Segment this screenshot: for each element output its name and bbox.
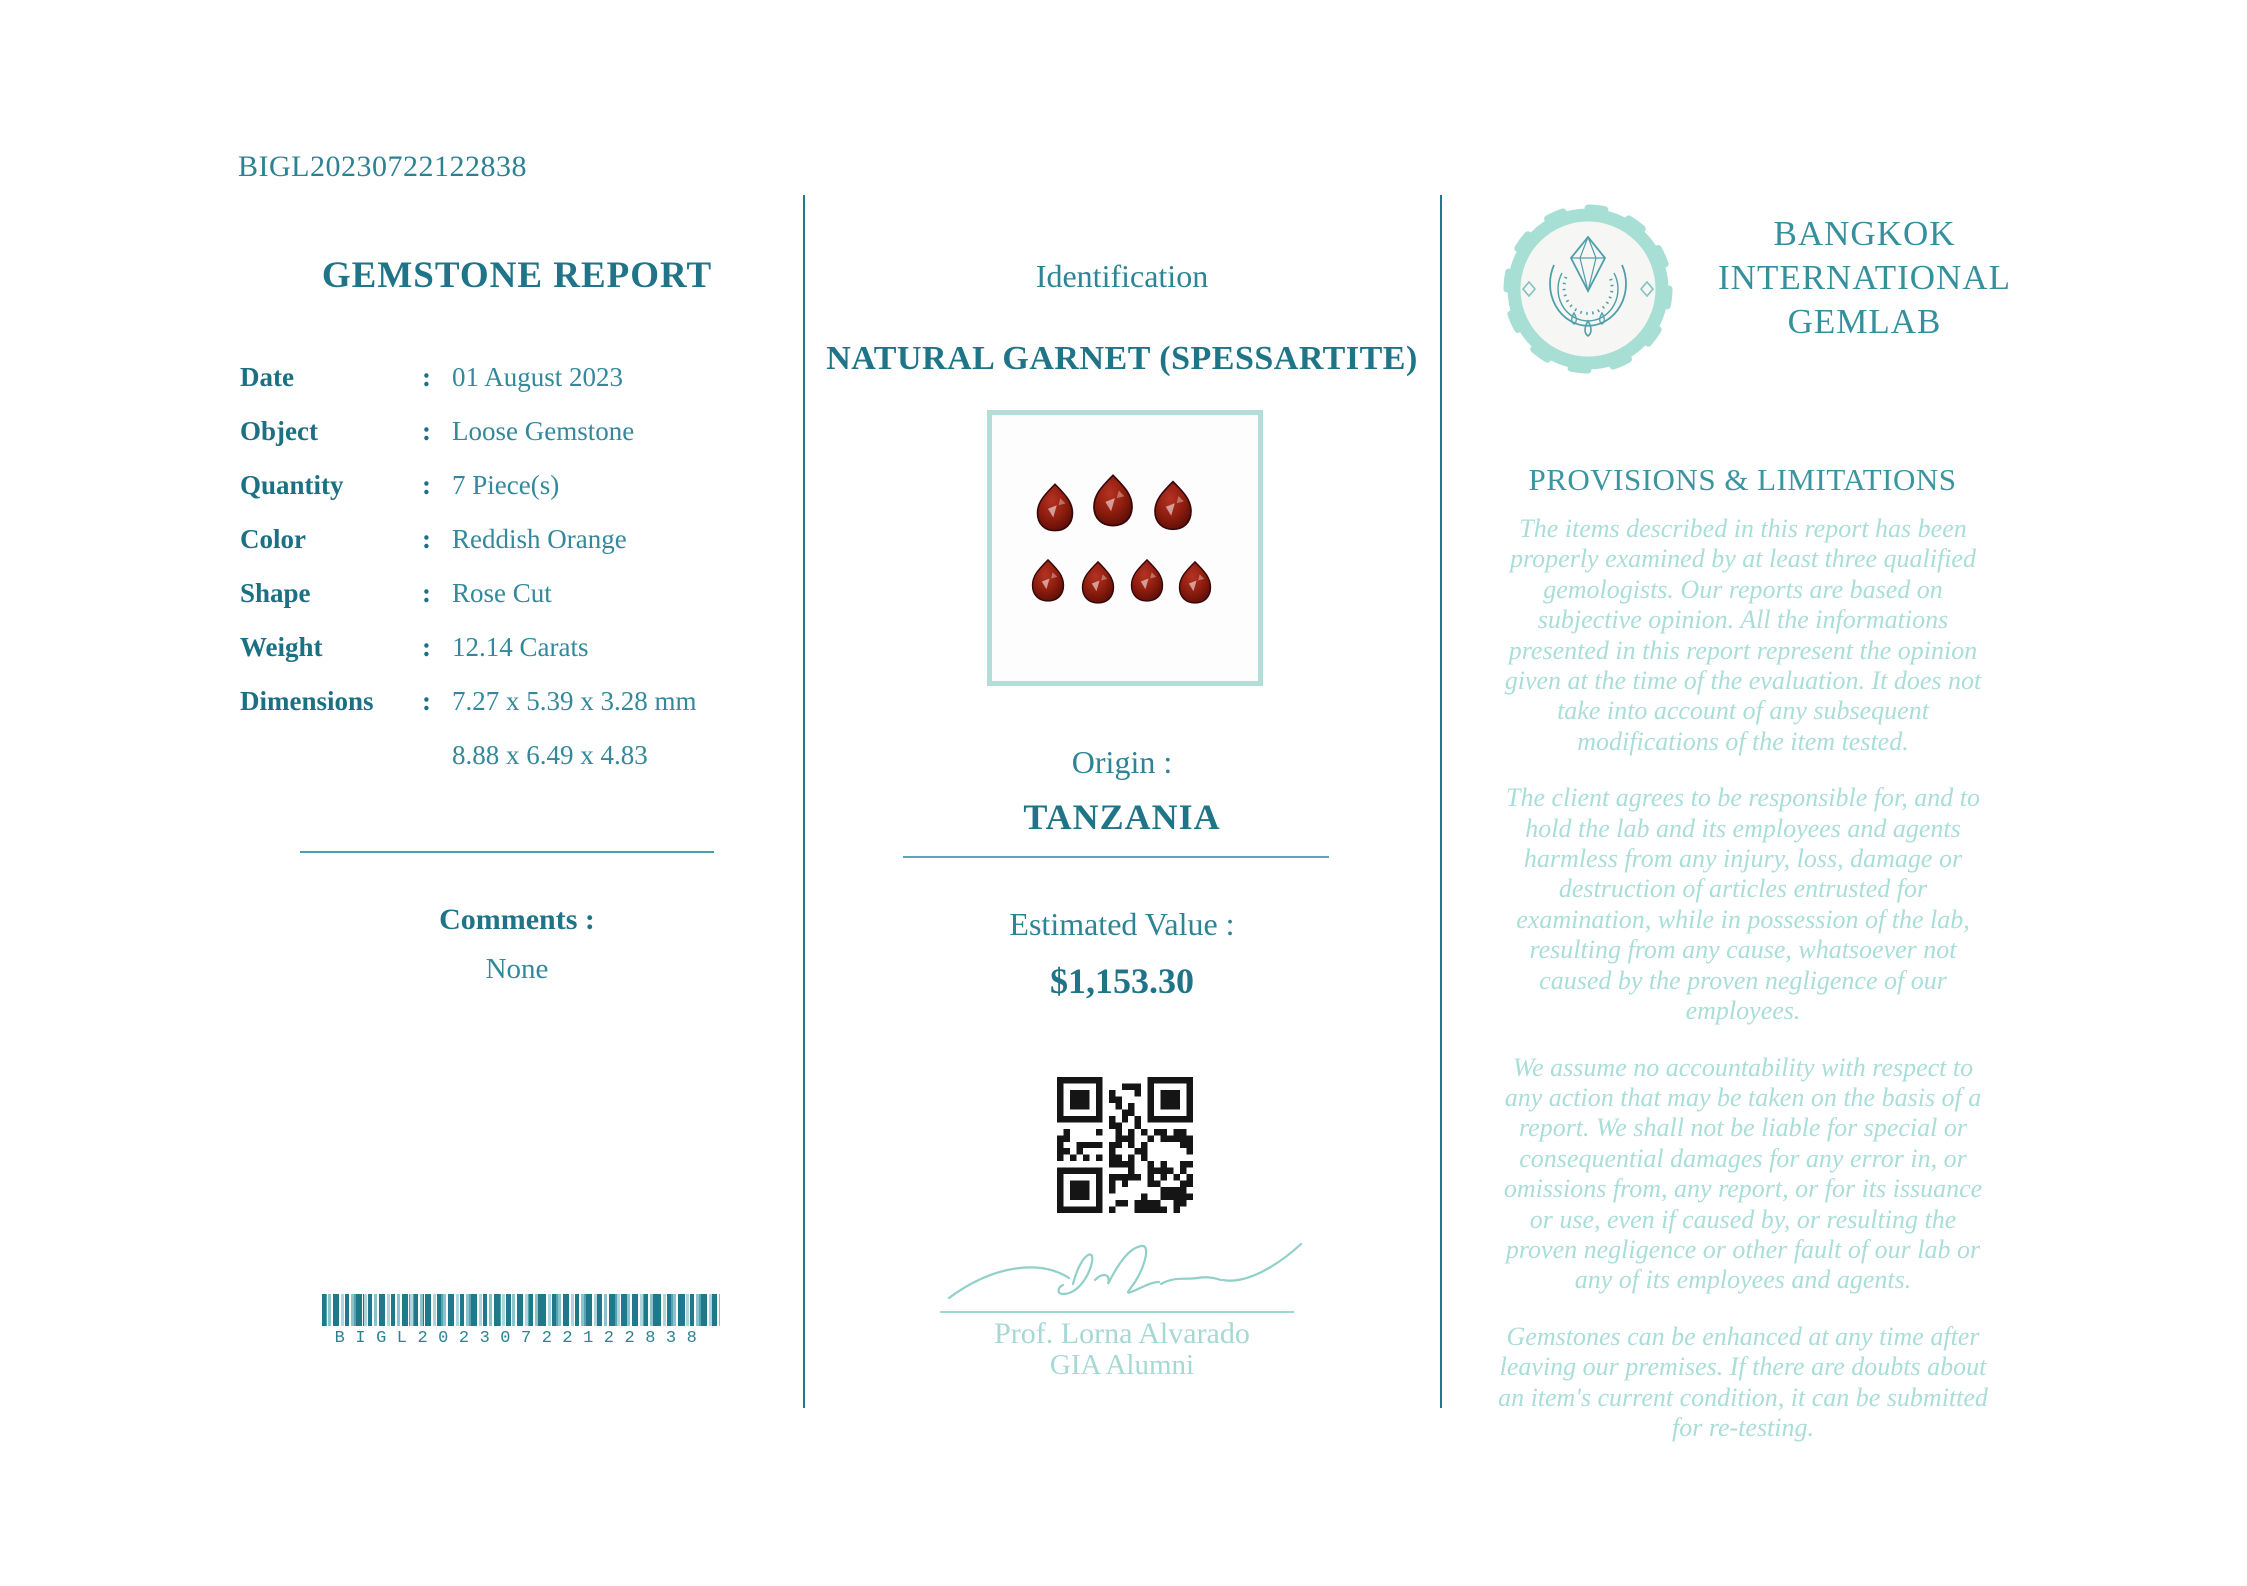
middle-section-separator <box>903 856 1329 858</box>
lab-name-line: GEMLAB <box>1787 302 1942 341</box>
provisions-paragraph: The items described in this report has been properly examined by at least three qualified gemologists. Our reports are based on subjective opinion. All the informations presented in this report represent the opinion given at the time of the evaluation. It does not take into account of any subsequent modifications of the item tested. <box>1504 514 1982 756</box>
signature-line <box>940 1311 1294 1313</box>
origin-label: Origin : <box>1071 744 1173 780</box>
field-label: Shape <box>240 578 311 608</box>
table-row: Weight : 12.14 Carats <box>240 632 589 662</box>
barcode-text: BIGL20230722122838 <box>334 1329 708 1348</box>
field-value-line2: 8.88 x 6.49 x 4.83 <box>452 740 648 770</box>
field-value: Loose Gemstone <box>452 416 635 446</box>
column-divider-left <box>803 195 805 1408</box>
left-section-separator <box>300 851 714 853</box>
barcode <box>322 1294 720 1348</box>
lab-name <box>1672 212 2057 344</box>
table-row: Dimensions : 7.27 x 5.39 x 3.28 mm <box>240 686 697 716</box>
table-row: Date : 01 August 2023 <box>240 362 624 392</box>
origin-value: TANZANIA <box>1023 797 1221 837</box>
signer-title: GIA Alumni <box>1049 1349 1195 1381</box>
lab-name-line: INTERNATIONAL <box>1718 258 2011 297</box>
report-details <box>240 362 800 794</box>
qr-code <box>1057 1077 1193 1213</box>
field-value: Reddish Orange <box>452 524 627 554</box>
gemstone-photo <box>987 410 1263 686</box>
comments-label: Comments : <box>439 903 595 936</box>
barcode-bars <box>322 1294 720 1326</box>
identification-heading: Identification <box>1035 258 1209 294</box>
table-row: Object : Loose Gemstone <box>240 416 635 446</box>
field-value: 12.14 Carats <box>452 632 589 662</box>
field-label: Weight <box>240 632 323 662</box>
gemlab-logo-icon <box>1502 203 1674 380</box>
provisions-paragraph: The client agrees to be responsible for, and to hold the lab and its employees and agents harmless from any injury, loss, damage or destruction of articles entrusted for examination, while in possession of the lab, resulting from any cause, whatsoever not caused by the proven negligence of our employees. <box>1506 783 1980 1026</box>
table-row: Color : Reddish Orange <box>240 524 627 554</box>
report-title: GEMSTONE REPORT <box>321 255 713 296</box>
gemstones-image <box>992 415 1258 681</box>
field-value: 7 Piece(s) <box>452 470 560 500</box>
lab-name-line: BANGKOK <box>1773 214 1956 253</box>
report-number: BIGL20230722122838 <box>238 150 527 183</box>
table-row: Quantity : 7 Piece(s) <box>240 470 560 500</box>
field-label: Dimensions <box>240 686 374 716</box>
provisions-paragraph: Gemstones can be enhanced at any time after leaving our premises. If there are doubts about an item's current condition, it can be submitted for re-testing. <box>1498 1321 1988 1442</box>
provisions-text <box>1493 514 1993 1469</box>
field-label: Quantity <box>240 470 344 500</box>
column-divider-right <box>1440 195 1442 1408</box>
field-value: 01 August 2023 <box>452 362 624 392</box>
field-value: Rose Cut <box>452 578 552 608</box>
signer-name: Prof. Lorna Alvarado <box>994 1317 1250 1350</box>
estimated-value-amount: $1,153.30 <box>1050 961 1194 1001</box>
table-row: Shape : Rose Cut <box>240 578 552 608</box>
signature-handwriting <box>945 1238 1305 1315</box>
field-label: Color <box>240 524 306 554</box>
field-value: 7.27 x 5.39 x 3.28 mm <box>452 686 697 716</box>
field-label: Date <box>240 362 294 392</box>
comments-value: None <box>485 953 549 985</box>
provisions-title: PROVISIONS & LIMITATIONS <box>1528 462 1957 497</box>
field-label: Object <box>240 416 318 446</box>
table-row <box>240 740 800 794</box>
provisions-paragraph: We assume no accountability with respect to any action that may be taken on the basis of a report. We shall not be liable for special or consequential damages for any error in, or omissions from, any report, or for its issuance or use, even if caused by, or resulting the proven negligence or other fault of our lab or any of its employees and agents. <box>1503 1052 1983 1295</box>
identification-result: NATURAL GARNET (SPESSARTITE) <box>826 340 1418 377</box>
estimated-value-label: Estimated Value : <box>1009 906 1235 942</box>
